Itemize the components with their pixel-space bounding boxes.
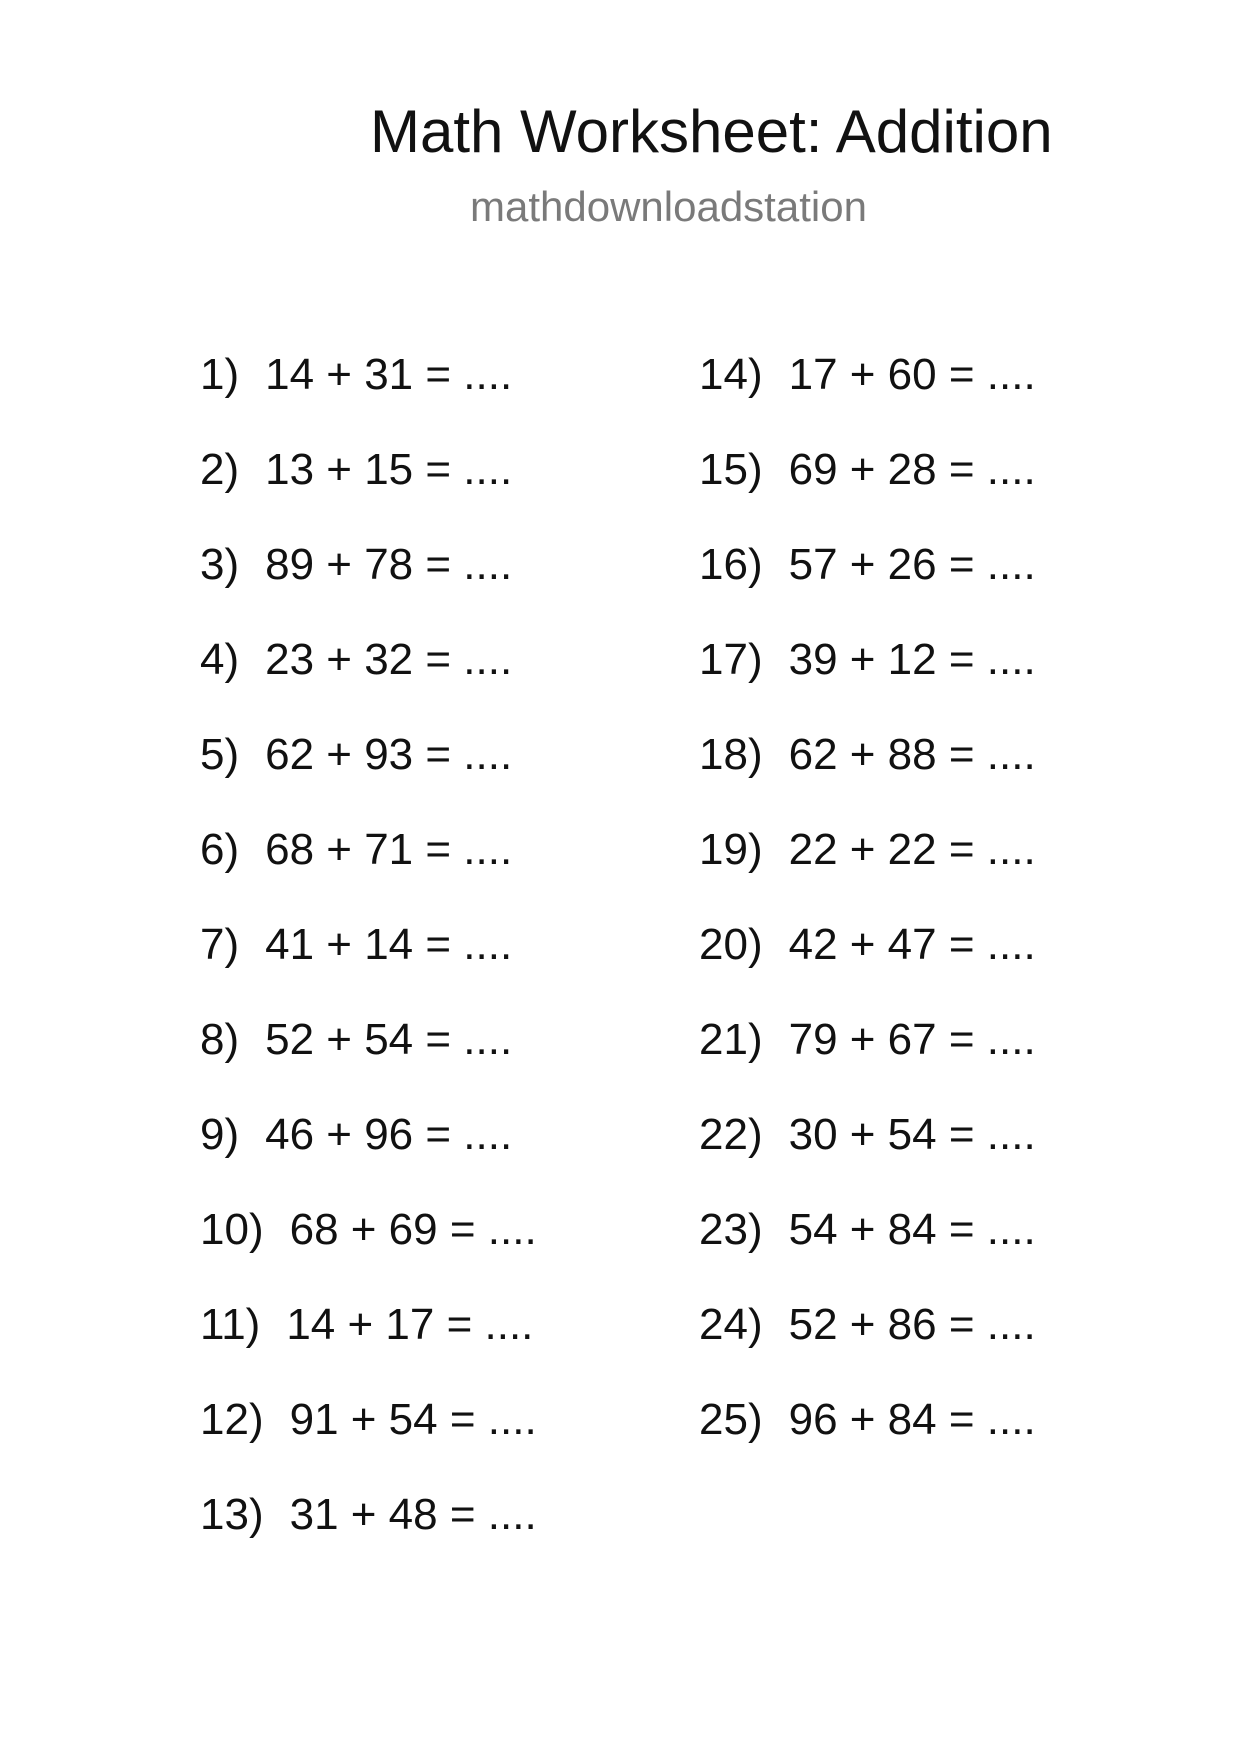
problem-item [200,635,537,730]
problem-item [200,730,537,825]
problem-expression: 96 + 84 = .... [788,1395,1036,1444]
problem-number: 18) [699,730,763,779]
problem-expression: 41 + 14 = .... [265,920,513,969]
problem-expression: 54 + 84 = .... [788,1205,1036,1254]
problem-item [200,1110,537,1205]
problem-number: 2) [200,445,240,494]
problem-number: 15) [699,445,763,494]
problem-item [699,730,1036,825]
problems-column-left [200,350,537,1585]
problem-number: 21) [699,1015,763,1064]
problem-item [699,350,1036,445]
problem-item [699,1110,1036,1205]
problem-expression: 42 + 47 = .... [788,920,1036,969]
problem-expression: 30 + 54 = .... [788,1110,1036,1159]
problem-number: 5) [200,730,240,779]
problem-item [699,1395,1036,1490]
problem-number: 13) [200,1490,264,1539]
problem-number: 7) [200,920,240,969]
problem-expression: 52 + 54 = .... [265,1015,513,1064]
problem-number: 12) [200,1395,264,1444]
problem-item [699,825,1036,920]
problem-expression: 57 + 26 = .... [788,540,1036,589]
problem-expression: 13 + 15 = .... [265,445,513,494]
problem-number: 19) [699,825,763,874]
problem-number: 8) [200,1015,240,1064]
problem-expression: 22 + 22 = .... [788,825,1036,874]
problem-expression: 69 + 28 = .... [788,445,1036,494]
problem-expression: 31 + 48 = .... [289,1490,537,1539]
problem-number: 11) [200,1300,261,1349]
problem-number: 3) [200,540,240,589]
problem-expression: 79 + 67 = .... [788,1015,1036,1064]
problem-item [200,825,537,920]
worksheet-title: Math Worksheet: Addition [370,98,1053,165]
problem-expression: 68 + 69 = .... [289,1205,537,1254]
problem-item [699,1015,1036,1110]
problem-item [699,635,1036,730]
problem-number: 10) [200,1205,264,1254]
problem-expression: 91 + 54 = .... [289,1395,537,1444]
problem-number: 22) [699,1110,763,1159]
worksheet-source: mathdownloadstation [470,183,867,230]
problem-item [200,1015,537,1110]
problem-item [200,1395,537,1490]
problem-number: 24) [699,1300,763,1349]
problem-item [699,920,1036,1015]
problem-item [699,540,1036,635]
problem-number: 16) [699,540,763,589]
problem-item [200,540,537,635]
problem-number: 14) [699,350,763,399]
problem-number: 23) [699,1205,763,1254]
problem-item [699,445,1036,540]
problem-expression: 52 + 86 = .... [788,1300,1036,1349]
problem-expression: 62 + 93 = .... [265,730,513,779]
problem-expression: 46 + 96 = .... [265,1110,513,1159]
problem-item [200,1300,537,1395]
problem-item [200,1205,537,1300]
problem-expression: 39 + 12 = .... [788,635,1036,684]
problem-number: 1) [200,350,240,399]
problem-number: 9) [200,1110,240,1159]
problem-item [200,1490,537,1585]
problem-expression: 17 + 60 = .... [788,350,1036,399]
problem-expression: 62 + 88 = .... [788,730,1036,779]
problem-item [200,920,537,1015]
problems-column-right [699,350,1036,1490]
problem-number: 25) [699,1395,763,1444]
problem-item [200,445,537,540]
problem-expression: 89 + 78 = .... [265,540,513,589]
problem-number: 20) [699,920,763,969]
problem-expression: 14 + 17 = .... [286,1300,534,1349]
problem-item [200,350,537,445]
problem-number: 4) [200,635,240,684]
problem-number: 6) [200,825,240,874]
problem-expression: 14 + 31 = .... [265,350,513,399]
problem-expression: 68 + 71 = .... [265,825,513,874]
problem-expression: 23 + 32 = .... [265,635,513,684]
problem-item [699,1205,1036,1300]
problem-number: 17) [699,635,763,684]
problem-item [699,1300,1036,1395]
